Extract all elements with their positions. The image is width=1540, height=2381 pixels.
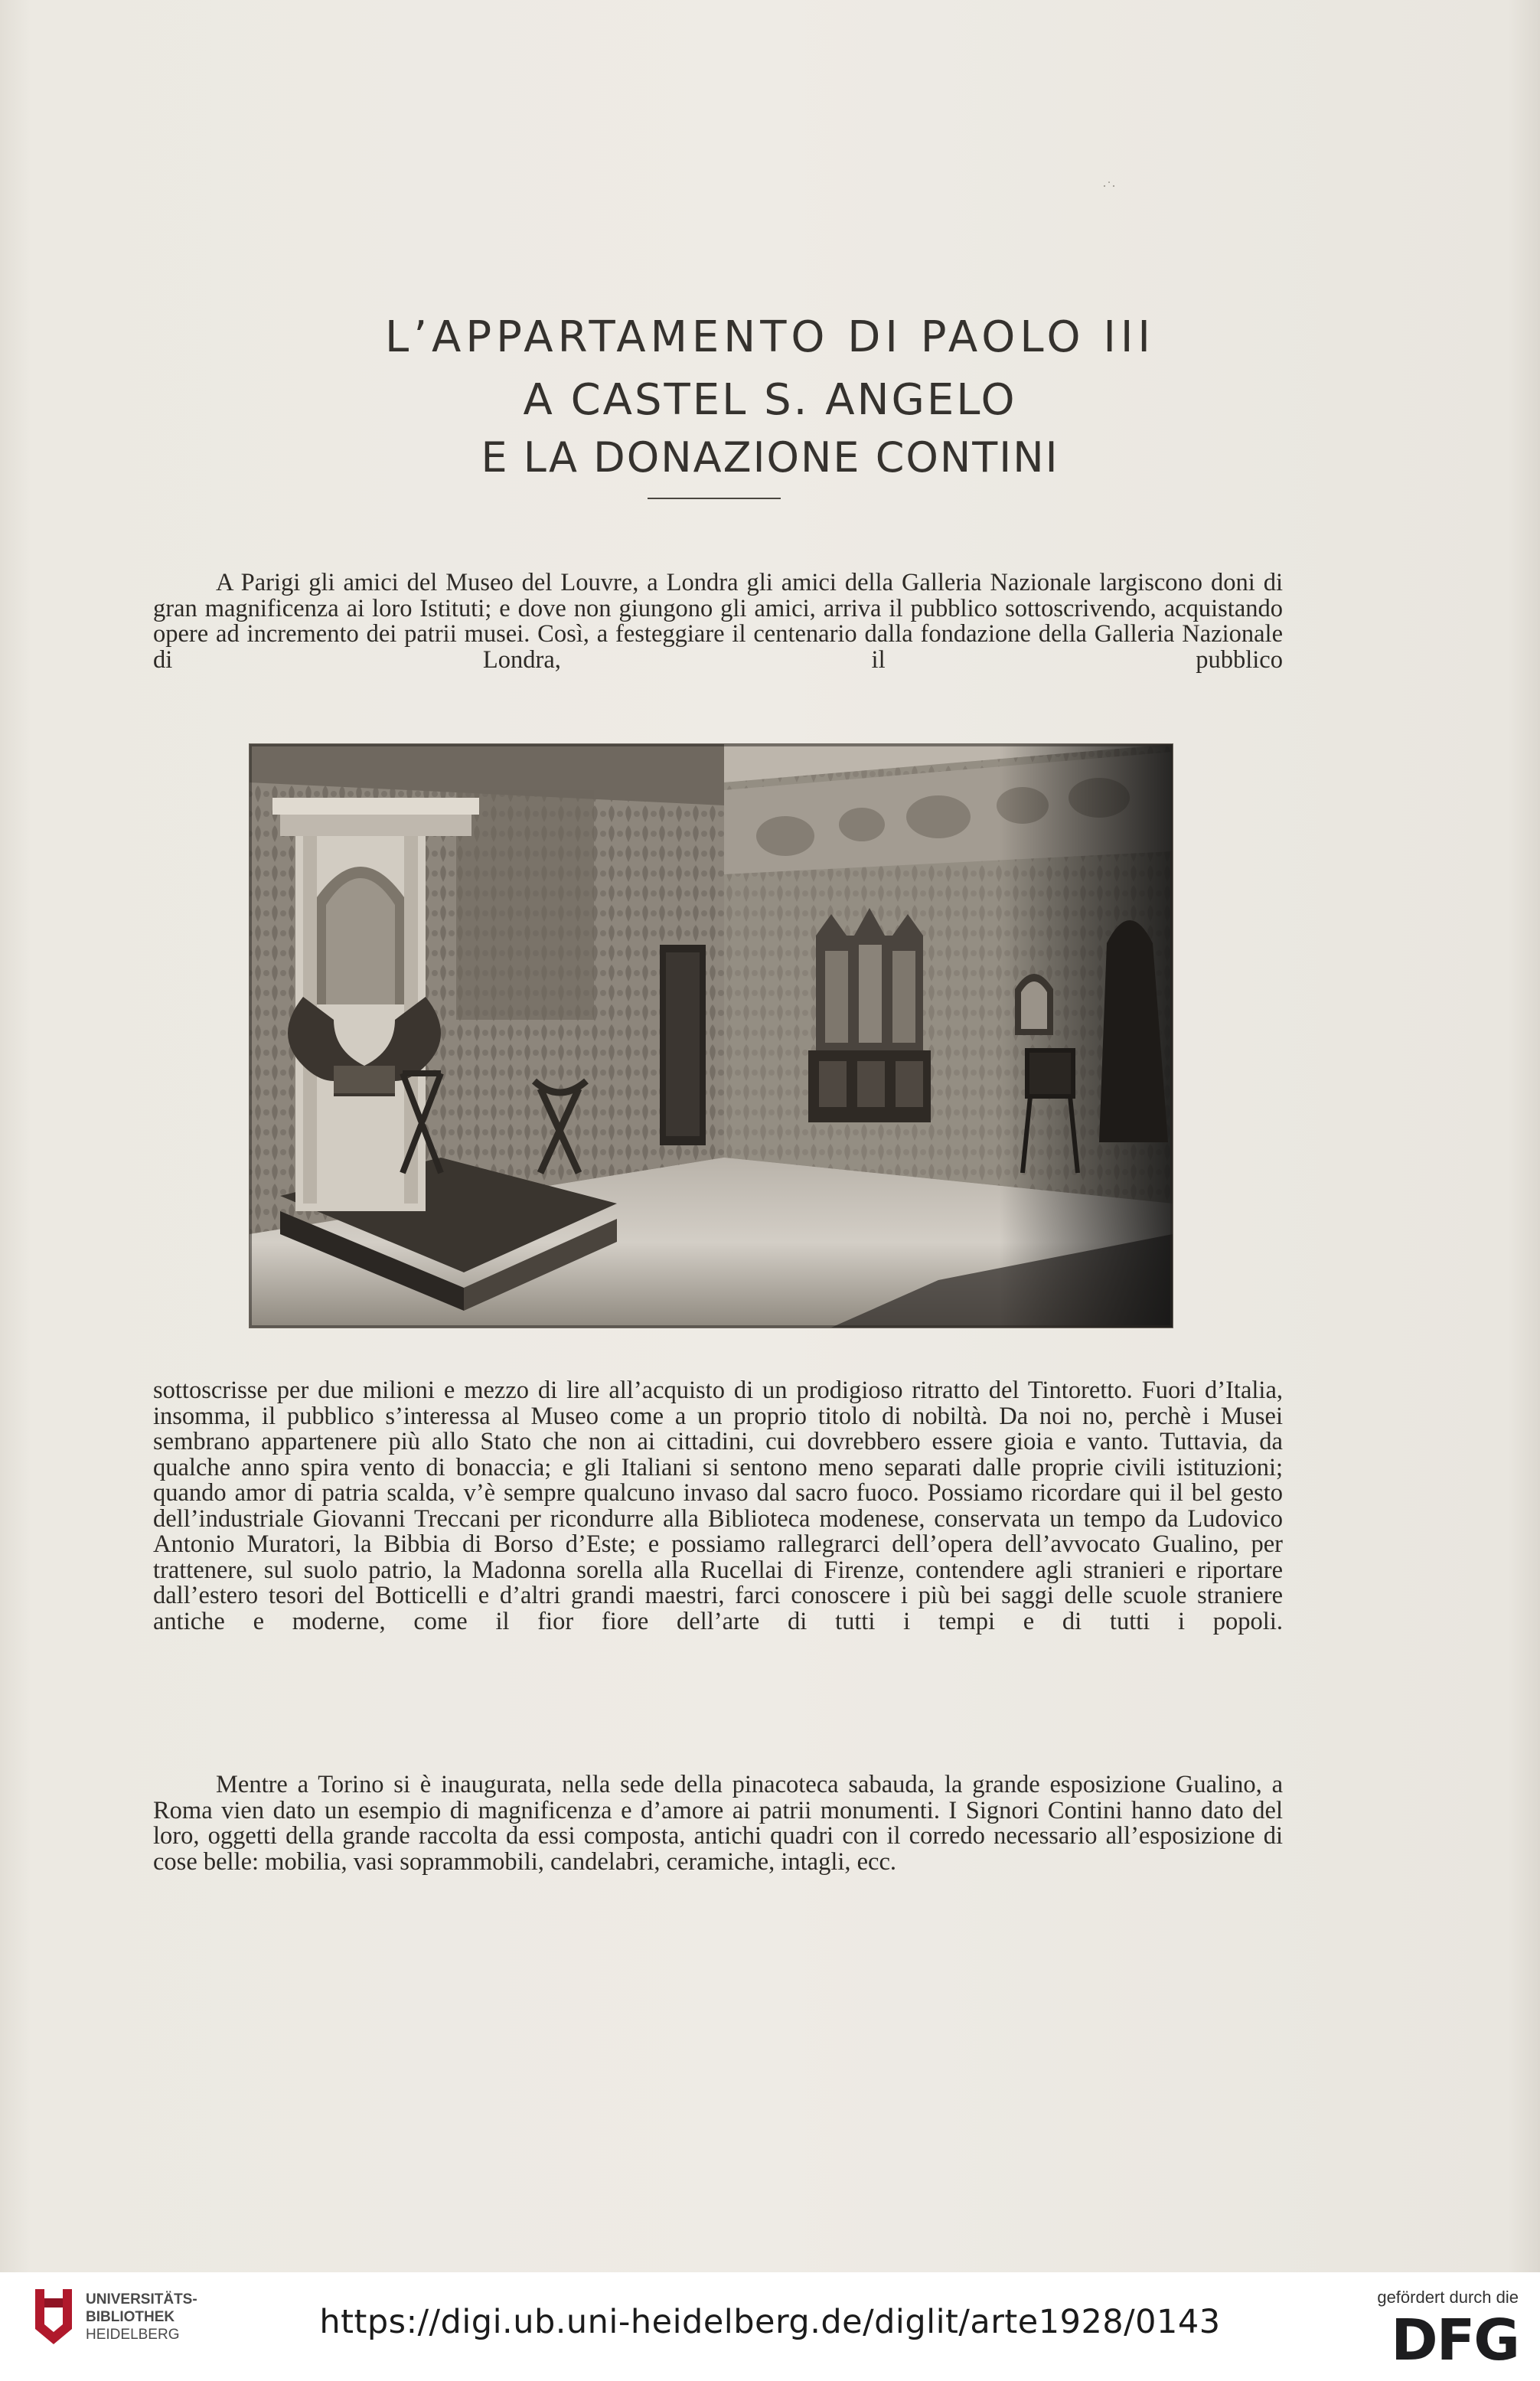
title-divider xyxy=(648,498,781,499)
library-name-line-2: BIBLIOTHEK xyxy=(86,2309,175,2325)
funding-note: gefördert durch die xyxy=(1377,2288,1519,2307)
digitization-footer xyxy=(0,2272,1540,2381)
article-paragraph-3: Mentre a Torino si è inaugurata, nella sede della pinacoteca sabauda, la grande esposizione Gualino, a Roma vien dato un esempio di magnificenza e d’amore ai patrii monumenti. I Signori Contini hanno dato del loro, oggetti della grande raccolta da essi composta, antichi quadri con il corredo necessario all’esposizione di cose belle: mobilia, vasi soprammobili, candelabri, ceramiche, intagli, ecc. xyxy=(153,1771,1283,1876)
permalink-url[interactable]: https://digi.ub.uni-heidelberg.de/diglit/arte1928/0143 xyxy=(319,2303,1221,2341)
paper-speck-decoration: ·˙· xyxy=(1102,178,1116,194)
library-name-line-3: HEIDELBERG xyxy=(86,2327,180,2343)
library-name-line-1: UNIVERSITÄTS- xyxy=(86,2291,197,2308)
room-photograph xyxy=(250,744,1173,1328)
dfg-logo: DFG xyxy=(1391,2308,1519,2373)
article-title-line-2: A CASTEL S. ANGELO xyxy=(523,375,1017,425)
article-title-line-3: E LA DONAZIONE CONTINI xyxy=(481,433,1059,482)
room-photograph-image xyxy=(250,744,1173,1328)
article-title-line-1: L’APPARTAMENTO DI PAOLO III xyxy=(385,312,1155,362)
article-paragraph-1: A Parigi gli amici del Museo del Louvre, a Londra gli amici della Galleria Nazionale largiscono doni di gran magnificenza ai loro Istituti; e dove non giungono gli amici, arriva il pubblico sottoscrivendo, acquistando opere ad incremento dei patrii musei. Così, a festeggiare il centenario dalla fondazione della Galleria Nazionale di Londra, il pubblico xyxy=(153,569,1283,674)
article-paragraph-2: sottoscrisse per due milioni e mezzo di lire all’acquisto di un prodigioso ritratto del Tintoretto. Fuori d’Italia, insomma, il pubblico s’interessa al Museo come a un proprio titolo di nobiltà. Da noi no, perchè i Musei sembrano appartenere più allo Stato che non ai cittadini, cui dovrebbero essere gioia e vanto. Tuttavia, da qualche anno spira vento di bonaccia; e gli Italiani si sentono meno separati dalle proprie civili istituzioni; quando amor di patria scalda, v’è sempre qualcuno invaso dal sacro fuoco. Possiamo ricordare qui il bel gesto dell’industriale Giovanni Treccani per ricondurre alla Biblioteca modenese, conservata un tempo da Ludovico Antonio Muratori, la Bibbia di Borso d’Este; e possiamo rallegrarci dell’opera dell’avvocato Gualino, per trattenere, sul suolo patrio, la Madonna sorella alla Rucellai di Firenze, contendere agli stranieri e riportare dall’estero tesori del Botticelli e d’altri grandi maestri, farci conoscere i più bei saggi delle scuole straniere antiche e moderne, come il fior fiore dell’arte di tutti i tempi e di tutti i popoli. xyxy=(153,1377,1283,1635)
